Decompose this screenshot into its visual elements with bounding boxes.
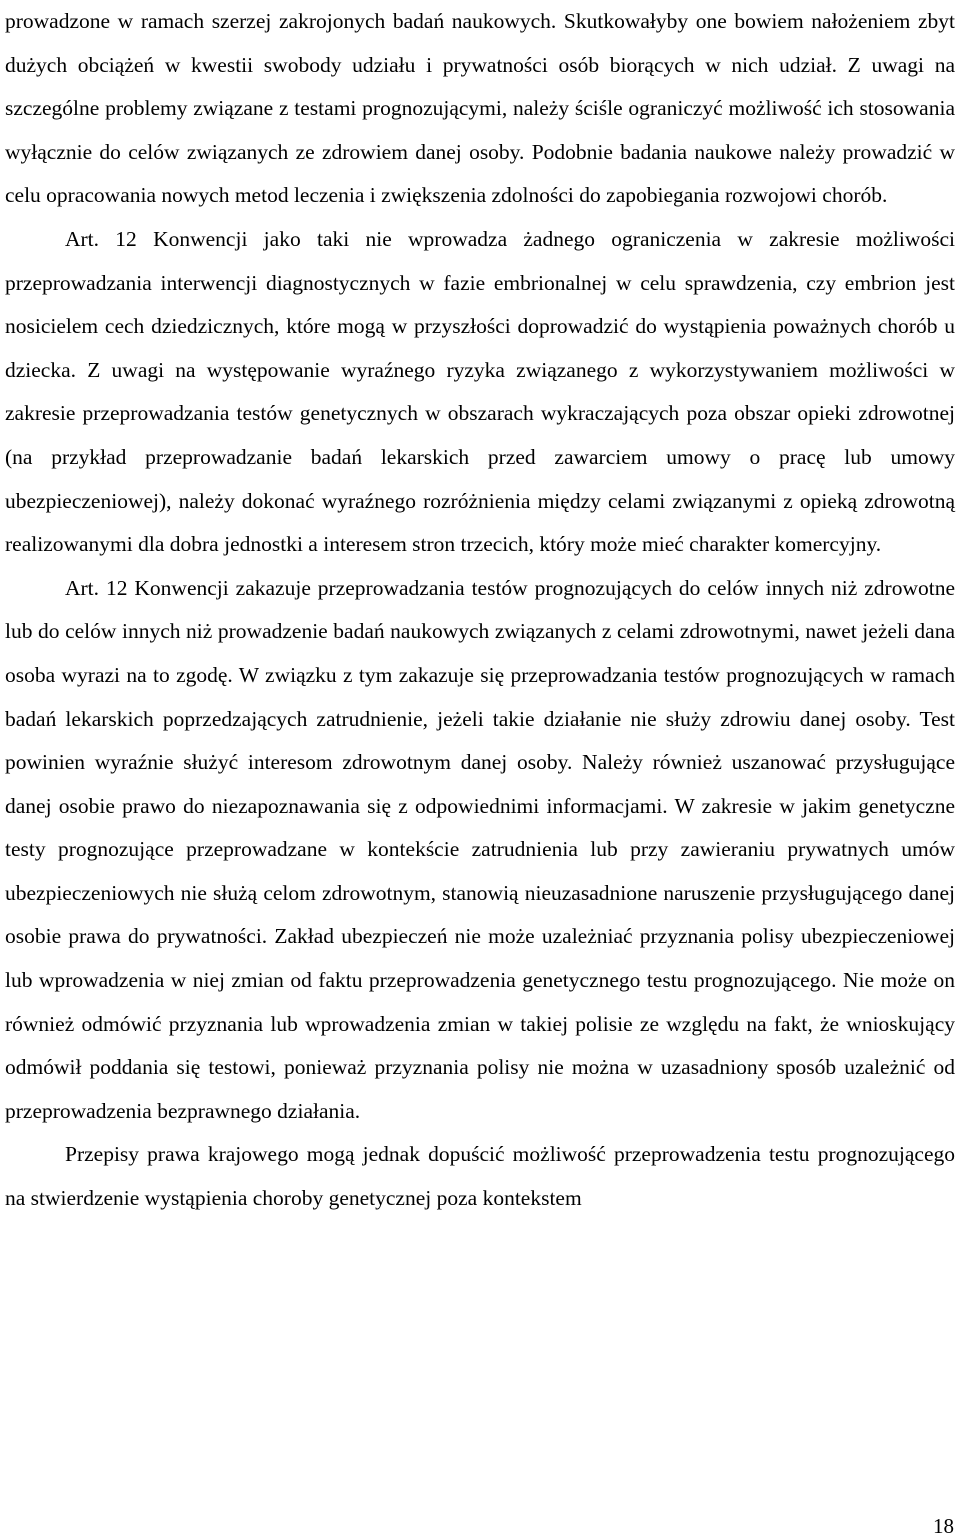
- paragraph-art12-prohibition: Art. 12 Konwencji zakazuje przeprowadzania testów prognozujących do celów innych niż zdrowotne lub do celów innych niż prowadzenie badań naukowych związanych z celami zdrowotnymi, nawet jeżeli dana osoba wyrazi na to zgodę. W związku z tym zakazuje się przeprowadzania testów prognozujących w ramach badań lekarskich poprzedzających zatrudnienie, jeżeli takie działanie nie służy zdrowiu danej osoby. Test powinien wyraźnie służyć interesom zdrowotnym danej osoby. Należy również uszanować przysługujące danej osobie prawo do niezapoznawania się z odpowiednimi informacjami. W zakresie w jakim genetyczne testy prognozujące przeprowadzane w kontekście zatrudnienia lub przy zawieraniu prywatnych umów ubezpieczeniowych nie służą celom zdrowotnym, stanowią nieuzasadnione naruszenie przysługującego danej osobie prawa do prywatności. Zakład ubezpieczeń nie może uzależniać przyznania polisy ubezpieczeniowej lub wprowadzenia w niej zmian od faktu przeprowadzenia genetycznego testu prognozującego. Nie może on również odmówić przyznania lub wprowadzenia zmian w takiej polisie ze względu na fakt, że wnioskujący odmówił poddania się testowi, ponieważ przyznania polisy nie można w uzasadniony sposób uzależnić od przeprowadzenia bezprawnego działania.: [5, 575, 955, 1123]
- paragraph-national-law: Przepisy prawa krajowego mogą jednak dopuścić możliwość przeprowadzenia testu prognozującego na stwierdzenie wystąpienia choroby genetycznej poza kontekstem: [5, 1142, 955, 1211]
- paragraph-continuation: prowadzone w ramach szerzej zakrojonych badań naukowych. Skutkowałyby one bowiem nałożeniem zbyt dużych obciążeń w kwestii swobody udziału i prywatności osób biorących w nich udział. Z uwagi na szczególne problemy związane z testami prognozującymi, należy ściśle ograniczyć możliwość ich stosowania wyłącznie do celów związanych ze zdrowiem danej osoby. Podobnie badania naukowe należy prowadzić w celu opracowania nowych metod leczenia i zwiększenia zdolności do zapobiegania rozwojowi chorób.: [5, 9, 955, 208]
- body-text: [5, 0, 955, 1221]
- page-number: 18: [933, 1514, 954, 1538]
- paragraph-art12-scope: Art. 12 Konwencji jako taki nie wprowadza żadnego ograniczenia w zakresie możliwości przeprowadzania interwencji diagnostycznych w fazie embrionalnej w celu sprawdzenia, czy embrion jest nosicielem cech dziedzicznych, które mogą w przyszłości doprowadzić do wystąpienia poważnych chorób u dziecka. Z uwagi na występowanie wyraźnego ryzyka związanego z wykorzystywaniem możliwości w zakresie przeprowadzania testów genetycznych w obszarach wykraczających poza obszar opieki zdrowotnej (na przykład przeprowadzanie badań lekarskich przed zawarciem umowy o pracę lub umowy ubezpieczeniowej), należy dokonać wyraźnego rozróżnienia między celami związanymi z opieką zdrowotną realizowanymi dla dobra jednostki a interesem stron trzecich, który może mieć charakter komercyjny.: [5, 226, 955, 557]
